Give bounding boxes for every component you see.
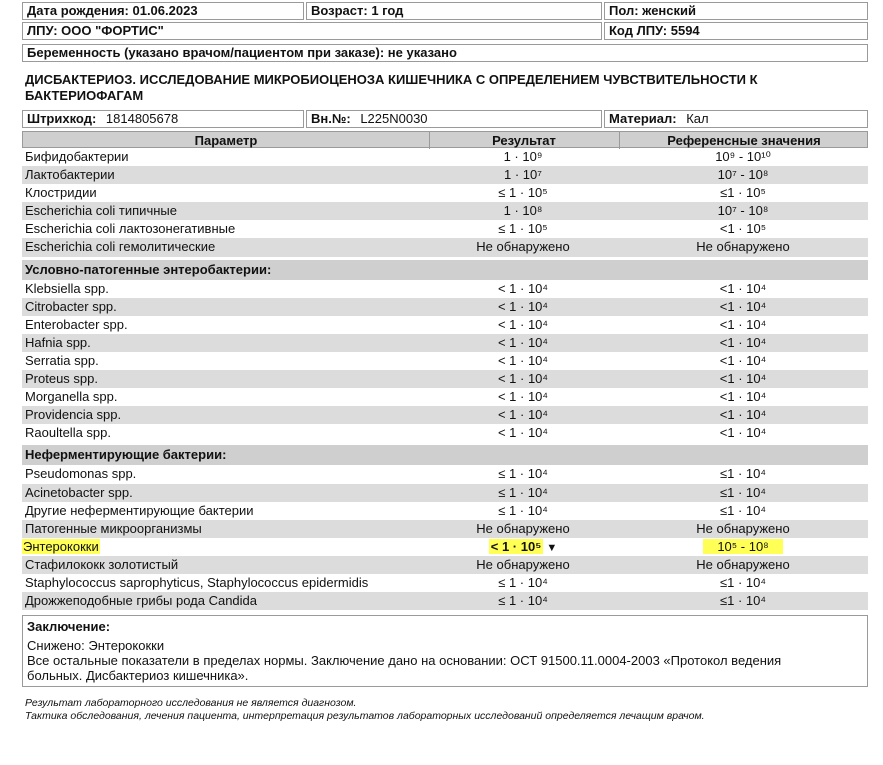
row-ref-text: <1 · 10⁴ [719, 425, 767, 441]
row-result-text: < 1 · 10⁴ [497, 352, 549, 368]
row-result-text: 1 · 10⁷ [504, 167, 542, 183]
row-param-text: Morganella spp. [25, 389, 118, 405]
table-row [22, 166, 868, 184]
row-param-text: Клостридии [25, 185, 97, 201]
group-main [22, 148, 868, 257]
table-row [22, 280, 868, 298]
row-result-text: 1 · 10⁹ [503, 149, 543, 164]
row-ref-text: 10⁷ - 10⁸ [717, 203, 769, 219]
table-row [22, 502, 868, 520]
row-ref-text: 10⁹ - 10¹⁰ [715, 149, 771, 164]
row-param [25, 316, 425, 334]
row-param [25, 520, 425, 538]
internal-number-value: L225N0030 [360, 111, 428, 126]
row-result-text: < 1 · 10⁴ [497, 334, 549, 350]
row-result [428, 370, 618, 388]
row-result-text: Не обнаружено [476, 239, 570, 255]
row-param [25, 388, 425, 406]
row-param [25, 166, 425, 184]
row-param-text: Бифидобактерии [25, 149, 129, 164]
row-result [428, 484, 618, 502]
row-ref-text: <1 · 10⁵ [719, 221, 767, 237]
conclusion-line-2: Все остальные показатели в пределах нормы. Заключение дано на основании: ОСТ 91500.11.0004-2003 «Протокол ведения [27, 653, 782, 668]
row-result [428, 334, 618, 352]
row-param [25, 424, 425, 442]
row-ref-text: <1 · 10⁴ [719, 316, 767, 332]
row-result [428, 574, 618, 592]
row-result-text: Не обнаружено [476, 520, 570, 536]
row-result [428, 316, 618, 334]
internal-number-cell [306, 110, 602, 128]
row-ref [618, 556, 868, 574]
row-param [25, 370, 425, 388]
row-ref-text: Не обнаружено [696, 520, 790, 536]
row-param [25, 502, 425, 520]
row-ref [618, 280, 868, 298]
row-ref [618, 424, 868, 442]
lpu-code: Код ЛПУ: 5594 [604, 22, 868, 40]
row-ref [618, 334, 868, 352]
barcode-label: Штрихкод: [27, 111, 97, 126]
row-result-text: ≤ 1 · 10⁴ [498, 502, 548, 518]
row-result [428, 556, 618, 574]
table-row [22, 465, 868, 483]
table-row [22, 424, 868, 442]
row-result-text: < 1 · 10⁴ [497, 316, 549, 332]
table-row [22, 538, 868, 556]
results-table [22, 131, 868, 610]
row-param-text: Proteus spp. [25, 371, 98, 387]
row-result-text: Не обнаружено [476, 556, 570, 572]
footer-note-1: Результат лабораторного исследования не является диагнозом. [25, 697, 357, 709]
row-param [25, 298, 425, 316]
row-ref-text: Не обнаружено [696, 556, 790, 572]
group-nonfermenting [22, 465, 868, 610]
material-label: Материал: [609, 111, 677, 126]
row-param-text: Hafnia spp. [25, 334, 91, 350]
table-row [22, 352, 868, 370]
row-ref [618, 406, 868, 424]
row-ref-text: ≤1 · 10⁵ [720, 185, 766, 201]
row-ref [618, 220, 868, 238]
conclusion-line-3: больных. Дисбактериоз кишечника». [27, 668, 249, 683]
row-result [428, 280, 618, 298]
section-nonfermenting [22, 445, 868, 465]
row-ref-text: <1 · 10⁴ [719, 352, 767, 368]
row-result-text: < 1 · 10⁴ [497, 425, 549, 441]
row-param-text: Другие неферментирующие бактерии [25, 502, 254, 518]
row-result-text: ≤ 1 · 10⁴ [498, 574, 548, 590]
pregnancy: Беременность (указано врачом/пациентом при заказе): не указано [22, 44, 868, 62]
row-result [428, 406, 618, 424]
row-param [25, 484, 425, 502]
row-param [25, 220, 425, 238]
table-row [22, 370, 868, 388]
row-result-text: < 1 · 10⁴ [497, 407, 549, 423]
lpu: ЛПУ: ООО "ФОРТИС" [22, 22, 602, 40]
row-param [25, 184, 425, 202]
section-opportunistic [22, 260, 868, 280]
row-ref-text: <1 · 10⁴ [719, 371, 767, 387]
barcode-value: 1814805678 [105, 111, 179, 126]
row-result-text: ≤ 1 · 10⁴ [498, 593, 548, 609]
row-ref [618, 502, 868, 520]
row-result-text: ≤ 1 · 10⁴ [498, 466, 548, 482]
row-result [428, 520, 618, 538]
row-ref [618, 574, 868, 592]
barcode-cell [22, 110, 304, 128]
row-param-text: Enterobacter spp. [25, 316, 128, 332]
row-ref [618, 388, 868, 406]
row-ref [618, 592, 868, 610]
row-ref [618, 538, 868, 556]
table-row [22, 220, 868, 238]
table-header [22, 131, 868, 148]
row-param-text: Acinetobacter spp. [25, 484, 133, 500]
table-row [22, 238, 868, 256]
row-ref [618, 484, 868, 502]
row-ref-text: ≤1 · 10⁴ [720, 502, 766, 518]
row-param-text: Энтерококки [23, 538, 99, 554]
row-result [428, 298, 618, 316]
row-result [428, 538, 618, 557]
birth-date: Дата рождения: 01.06.2023 [22, 2, 304, 20]
table-row [22, 520, 868, 538]
row-ref-text: <1 · 10⁴ [719, 298, 767, 314]
row-param [25, 538, 425, 556]
conclusion-heading: Заключение: [27, 619, 111, 634]
table-row [22, 574, 868, 592]
row-param-text: Klebsiella spp. [25, 280, 109, 296]
section-nonfermenting-label: Неферментирующие бактерии: [25, 447, 227, 463]
row-result [428, 352, 618, 370]
row-param [25, 202, 425, 220]
page-title: ДИСБАКТЕРИОЗ. ИССЛЕДОВАНИЕ МИКРОБИОЦЕНОЗА КИШЕЧНИКА С ОПРЕДЕЛЕНИЕМ ЧУВСТВИТЕЛЬНОСТИ К БАКТЕРИОФАГАМ [25, 72, 758, 103]
row-param-text: Staphylococcus saprophyticus, Staphylococcus epidermidis [25, 574, 369, 590]
row-param [25, 465, 425, 483]
meta-row [22, 110, 868, 128]
row-ref [618, 316, 868, 334]
row-result-text: < 1 · 10⁵ [490, 538, 542, 554]
internal-number-label: Вн.№: [311, 111, 351, 126]
table-row [22, 202, 868, 220]
material-value: Кал [686, 111, 709, 126]
row-param-text: Escherichia coli лактозонегативные [25, 221, 236, 237]
row-ref-text: <1 · 10⁴ [719, 280, 767, 296]
row-ref [618, 238, 868, 256]
table-row [22, 484, 868, 502]
row-param [25, 334, 425, 352]
row-param [25, 574, 425, 592]
row-result [428, 388, 618, 406]
table-row [22, 298, 868, 316]
row-ref-text: 10⁵ - 10⁸ [703, 539, 782, 554]
row-result [428, 592, 618, 610]
conclusion-line-1: Снижено: Энтерококки [27, 638, 165, 653]
table-row [22, 388, 868, 406]
table-row [22, 184, 868, 202]
col-header-ref: Референсные значения [667, 133, 821, 148]
table-row [22, 316, 868, 334]
row-result-text: ≤ 1 · 10⁴ [498, 484, 548, 500]
row-result-text: < 1 · 10⁴ [497, 280, 549, 296]
conclusion-box [22, 615, 868, 687]
row-result [428, 148, 618, 166]
row-result [428, 166, 618, 184]
header-row-3 [22, 44, 868, 62]
row-result-text: ≤ 1 · 10⁵ [498, 185, 548, 201]
group-opportunistic [22, 280, 868, 443]
row-ref-text: <1 · 10⁴ [719, 407, 767, 423]
row-param-text: Raoultella spp. [25, 425, 111, 441]
table-row [22, 406, 868, 424]
flag-low-icon: ▼ [546, 541, 558, 554]
row-result-text: < 1 · 10⁴ [497, 298, 549, 314]
row-ref [618, 520, 868, 538]
row-ref [618, 166, 868, 184]
row-param-text: Providencia spp. [25, 407, 122, 423]
row-param [25, 406, 425, 424]
header-row-1 [22, 2, 868, 20]
row-ref-text: <1 · 10⁴ [719, 389, 767, 405]
row-ref [618, 465, 868, 483]
row-ref-text: ≤1 · 10⁴ [720, 484, 766, 500]
col-header-result: Результат [492, 133, 556, 148]
table-row [22, 556, 868, 574]
age: Возраст: 1 год [306, 2, 602, 20]
table-row [22, 148, 868, 166]
row-ref [618, 202, 868, 220]
row-ref-text: Не обнаружено [696, 239, 790, 255]
col-header-param: Параметр [194, 133, 258, 148]
row-result-text: ≤ 1 · 10⁵ [498, 221, 548, 237]
row-result-text: 1 · 10⁸ [503, 203, 543, 219]
row-ref-text: 10⁷ - 10⁸ [717, 167, 769, 183]
row-result [428, 238, 618, 256]
table-row [22, 592, 868, 610]
row-ref-text: ≤1 · 10⁴ [720, 574, 766, 590]
row-param-text: Citrobacter spp. [25, 298, 117, 314]
row-result [428, 184, 618, 202]
row-ref [618, 298, 868, 316]
row-param [25, 592, 425, 610]
row-param-text: Pseudomonas spp. [25, 466, 137, 482]
section-opportunistic-label: Условно-патогенные энтеробактерии: [25, 261, 272, 277]
row-param [25, 280, 425, 298]
row-ref [618, 370, 868, 388]
row-param [25, 238, 425, 256]
row-result [428, 465, 618, 483]
row-param [25, 148, 425, 166]
row-ref-text: ≤1 · 10⁴ [720, 466, 766, 482]
table-row [22, 334, 868, 352]
row-param-text: Escherichia coli типичные [25, 203, 177, 219]
footer-note-2: Тактика обследования, лечения пациента, интерпретация результатов лабораторных исследований определяется лечащим врачом. [25, 710, 705, 722]
row-param-text: Escherichia coli гемолитические [25, 239, 216, 255]
row-param [25, 556, 425, 574]
row-param-text: Serratia spp. [25, 352, 99, 368]
row-ref [618, 352, 868, 370]
row-ref-text: ≤1 · 10⁴ [720, 593, 766, 609]
row-result [428, 202, 618, 220]
row-result-text: < 1 · 10⁴ [497, 389, 549, 405]
row-param-text: Стафилококк золотистый [25, 556, 179, 572]
row-param-text: Дрожжеподобные грибы рода Candida [25, 593, 258, 609]
sex: Пол: женский [604, 2, 868, 20]
row-param-text: Патогенные микроорганизмы [25, 520, 202, 536]
row-result-text: < 1 · 10⁴ [497, 371, 549, 387]
row-ref [618, 148, 868, 166]
row-ref-text: <1 · 10⁴ [719, 334, 767, 350]
header-row-2 [22, 22, 868, 40]
row-result [428, 502, 618, 520]
row-result [428, 220, 618, 238]
material-cell [604, 110, 868, 128]
row-param-text: Лактобактерии [25, 167, 115, 183]
row-result [428, 424, 618, 442]
row-param [25, 352, 425, 370]
row-ref [618, 184, 868, 202]
